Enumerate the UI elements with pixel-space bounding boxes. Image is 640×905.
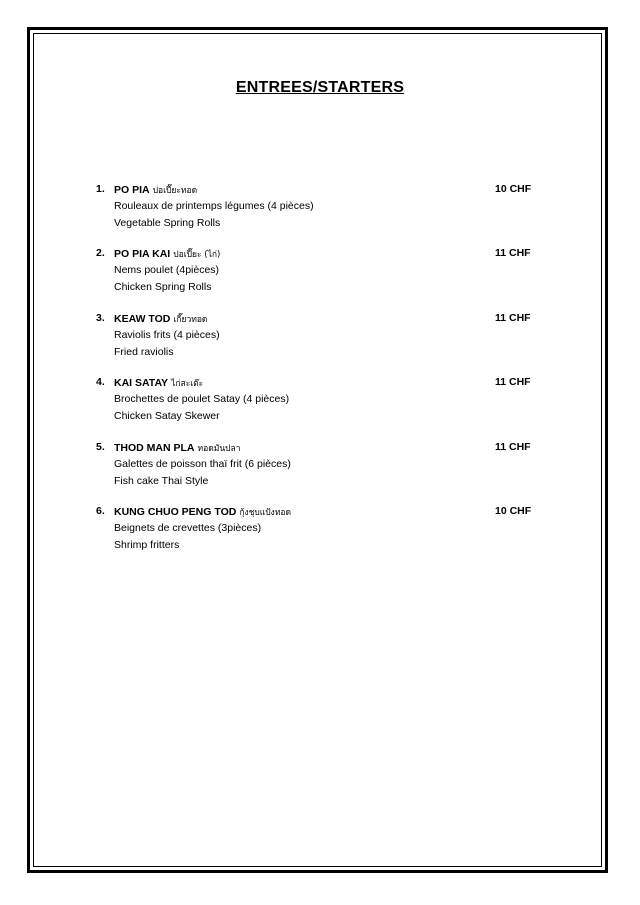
item-name: KUNG CHUO PENG TOD [114,505,237,518]
item-name: PO PIA [114,184,150,196]
item-description-en: Shrimp fritters [114,538,180,551]
item-price: 11 CHF [495,376,531,389]
item-description-en: Vegetable Spring Rolls [114,217,221,229]
menu-item [96,247,546,311]
item-description-en: Fried raviolis [114,345,174,358]
item-description-en: Fish cake Thai Style [114,474,209,487]
menu-section-title: ENTREES/STARTERS [235,79,405,96]
item-number: 6. [96,504,105,517]
item-price: 11 CHF [495,247,531,260]
item-name-line [114,376,203,390]
item-price: 10 CHF [495,183,532,195]
item-thai-name: ทอดมันปลา [197,443,241,454]
item-name-line [114,505,291,519]
menu-item [96,183,546,247]
item-thai-name: ปอเปี๊ยะทอด [152,186,198,196]
item-price: 11 CHF [495,311,531,324]
item-description-en: Chicken Satay Skewer [114,410,220,423]
item-number: 1. [96,183,105,195]
item-name: KEAW TOD [114,312,171,325]
item-price: 10 CHF [495,504,532,517]
menu-item [96,376,546,440]
item-description-fr: Rouleaux de printemps légumes (4 pièces) [114,200,314,212]
item-thai-name: ปอเปี๊ยะ (ไก่) [173,250,221,261]
item-description-fr: Raviolis frits (4 pièces) [114,328,220,341]
item-thai-name: เกี๊ยวทอด [173,314,208,325]
item-description-fr: Nems poulet (4pièces) [114,264,220,277]
item-description-fr: Galettes de poisson thaï frit (6 pièces) [114,457,291,470]
item-name: PO PIA KAI [114,248,171,261]
item-description-fr: Brochettes de poulet Satay (4 pièces) [114,393,290,406]
item-price: 11 CHF [495,440,531,453]
menu-item [96,441,546,505]
item-number: 5. [96,440,105,453]
item-description-fr: Beignets de crevettes (3pièces) [114,521,262,534]
item-name-line [114,312,207,326]
menu-item [96,312,546,376]
item-number: 3. [96,311,105,324]
menu-item [96,505,546,569]
item-thai-name: ไก่สะเต๊ะ [171,379,204,390]
item-name-line [114,441,241,455]
menu-item-list [96,183,546,569]
item-name-line [114,247,220,261]
item-thai-name: กุ้งชุบแป้งทอด [239,507,292,518]
item-name: KAI SATAY [114,377,169,390]
item-name-line [114,183,197,197]
item-number: 4. [96,376,105,389]
item-description-en: Chicken Spring Rolls [114,281,212,294]
item-number: 2. [96,247,105,260]
item-name: THOD MAN PLA [114,441,195,454]
